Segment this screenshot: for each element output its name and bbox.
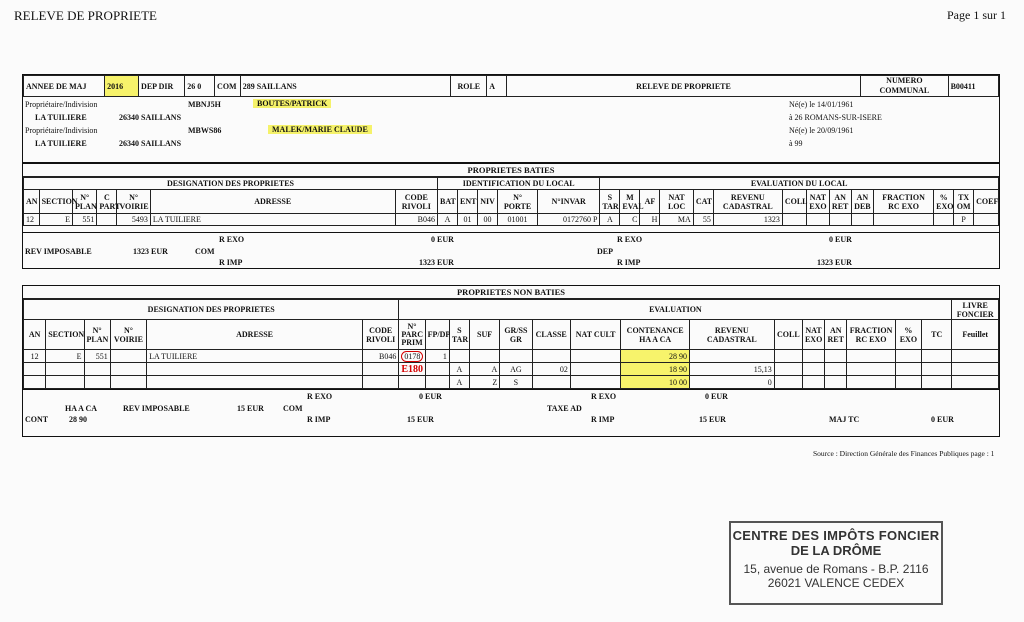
- table-cell: [425, 376, 449, 389]
- col-header: % EXO: [934, 190, 954, 214]
- com-label: COM: [283, 404, 303, 413]
- table-cell: A: [600, 214, 620, 226]
- rexo-label: R EXO: [617, 235, 643, 244]
- table-cell: [874, 214, 934, 226]
- col-header: SECTION: [46, 320, 84, 350]
- rimp-label: R IMP: [591, 415, 615, 424]
- table-cell: [851, 214, 873, 226]
- col-header: COLL: [782, 190, 806, 214]
- table-cell: [532, 376, 570, 389]
- col-header: GR/SS GR: [500, 320, 532, 350]
- stamp-line-3: 15, avenue de Romans - B.P. 2116: [743, 562, 929, 576]
- table-cell: [934, 214, 954, 226]
- table-cell: 551: [72, 214, 96, 226]
- table-cell: [774, 350, 802, 363]
- owner-2-type: Propriétaire/Indivision: [25, 126, 98, 135]
- owner-2-cp: 26340 SAILLANS: [119, 139, 182, 148]
- table-cell: [825, 350, 847, 363]
- col-header: AN: [24, 320, 46, 350]
- table-cell: [24, 363, 46, 376]
- rev-imposable-label: REV IMPOSABLE: [123, 404, 190, 413]
- col-header: N°INVAR: [538, 190, 600, 214]
- table-cell: 00: [478, 214, 498, 226]
- table-cell: [84, 363, 110, 376]
- rexo-value: 0 EUR: [419, 392, 442, 401]
- col-header: Feuillet: [952, 320, 999, 350]
- owner-1-name: BOUTES/PATRICK: [253, 99, 331, 108]
- table-cell: [802, 350, 824, 363]
- col-header: AN RET: [829, 190, 851, 214]
- table-cell: [110, 350, 146, 363]
- baties-group-evaluation: EVALUATION DU LOCAL: [600, 178, 999, 190]
- table-cell: [425, 363, 449, 376]
- col-header: CODE RIVOLI: [395, 190, 437, 214]
- table-cell: 01: [458, 214, 478, 226]
- nb-group-evaluation: EVALUATION: [399, 300, 952, 320]
- col-header: COLL: [774, 320, 802, 350]
- table-cell: C: [620, 214, 640, 226]
- table-cell: [147, 363, 363, 376]
- releve-title: RELEVE DE PROPRIETE: [506, 76, 860, 97]
- table-cell: [363, 376, 399, 389]
- table-cell: 5493: [117, 214, 150, 226]
- non-baties-box: [22, 285, 1000, 437]
- table-cell: LA TUILIERE: [147, 350, 363, 363]
- table-cell: P: [954, 214, 974, 226]
- col-header: NAT EXO: [802, 320, 824, 350]
- col-header: S TAR: [600, 190, 620, 214]
- col-header: % EXO: [895, 320, 921, 350]
- table-cell: E: [39, 214, 72, 226]
- owner-1-birthplace: à 26 ROMANS-SUR-ISERE: [789, 113, 882, 122]
- com-value: 289 SAILLANS: [240, 76, 451, 97]
- col-header: ADRESSE: [150, 190, 395, 214]
- col-header: REVENU CADASTRAL: [689, 320, 774, 350]
- numero-label: NUMERO COMMUNAL: [861, 76, 948, 97]
- baties-box: [22, 163, 1000, 269]
- table-cell: [847, 363, 895, 376]
- table-cell: H: [640, 214, 660, 226]
- owner-1-type: Propriétaire/Indivision: [25, 100, 98, 109]
- dep-value: 26 0: [185, 76, 215, 97]
- source-note: Source : Direction Générale des Finances Publiques page : 1: [813, 449, 995, 458]
- owner-2-lieu: LA TUILIERE: [35, 139, 87, 148]
- table-cell: Z: [469, 376, 499, 389]
- rexo-value: 0 EUR: [431, 235, 454, 244]
- table-cell: [829, 214, 851, 226]
- baties-header-row: [24, 190, 999, 214]
- col-header: NAT CULT: [570, 320, 620, 350]
- pagination: Page 1 sur 1: [947, 8, 1006, 22]
- col-header: SECTION: [39, 190, 72, 214]
- table-row: [24, 214, 999, 226]
- rev-imposable-label: REV IMPOSABLE: [25, 247, 92, 256]
- rimp-label: R IMP: [307, 415, 331, 424]
- numero-value: B00411: [948, 76, 998, 97]
- header-table: [23, 75, 999, 97]
- owner-2-code: MBWS86: [188, 126, 222, 135]
- table-cell: [847, 376, 895, 389]
- col-header: NAT EXO: [807, 190, 829, 214]
- table-cell: [802, 376, 824, 389]
- rev-imposable-value: 15 EUR: [237, 404, 264, 413]
- annee-value: 2016: [105, 76, 139, 97]
- col-header: NIV: [478, 190, 498, 214]
- col-header: N° PORTE: [498, 190, 538, 214]
- table-cell: 0172760 P: [538, 214, 600, 226]
- col-header: BAT: [437, 190, 457, 214]
- col-header: N° PLAN: [84, 320, 110, 350]
- stamp-line-1: CENTRE DES IMPÔTS FONCIER: [732, 528, 940, 543]
- non-baties-revenue-block: [23, 389, 999, 426]
- owner-2-name: MALEK/MARIE CLAUDE: [268, 125, 372, 134]
- table-cell: [469, 350, 499, 363]
- role-value: A: [487, 76, 507, 97]
- table-cell: 18 90: [621, 363, 690, 376]
- table-cell: [847, 350, 895, 363]
- table-cell: 55: [693, 214, 713, 226]
- table-cell: [782, 214, 806, 226]
- col-header: ADRESSE: [147, 320, 363, 350]
- owner-1-cp: 26340 SAILLANS: [119, 113, 182, 122]
- table-row: [24, 363, 999, 376]
- baties-title: PROPRIETES BATIES: [23, 164, 999, 177]
- col-header: N° VOIRIE: [117, 190, 150, 214]
- col-header: N° VOIRIE: [110, 320, 146, 350]
- table-cell: 12: [24, 214, 40, 226]
- handwritten-note: E180: [399, 363, 425, 376]
- maj-tc-value: 0 EUR: [931, 415, 954, 424]
- table-cell: B046: [395, 214, 437, 226]
- col-header: AF: [640, 190, 660, 214]
- table-cell: 551: [84, 350, 110, 363]
- owner-1-lieu: LA TUILIERE: [35, 113, 87, 122]
- table-cell: [922, 363, 952, 376]
- col-header: CODE RIVOLI: [363, 320, 399, 350]
- table-cell: 0: [689, 376, 774, 389]
- owner-1-code: MBNJ5H: [188, 100, 221, 109]
- taxe-ad-label: TAXE AD: [547, 404, 582, 413]
- table-cell: [110, 376, 146, 389]
- table-cell: [952, 363, 999, 376]
- table-cell: [500, 350, 532, 363]
- col-header: CONTENANCE HA A CA: [621, 320, 690, 350]
- nb-group-designation: DESIGNATION DES PROPRIETES: [24, 300, 399, 320]
- table-cell: [110, 363, 146, 376]
- table-cell: 12: [24, 350, 46, 363]
- cont-value: 28 90: [69, 415, 87, 424]
- col-header: TC: [922, 320, 952, 350]
- table-cell: [570, 363, 620, 376]
- rexo-label: R EXO: [307, 392, 333, 401]
- owner-2-birth: Né(e) le 20/09/1961: [789, 126, 854, 135]
- table-cell: [825, 376, 847, 389]
- dep-label: DEP: [597, 247, 613, 256]
- table-cell: [97, 214, 117, 226]
- table-cell: [399, 376, 425, 389]
- table-cell: [952, 350, 999, 363]
- col-header: SUF: [469, 320, 499, 350]
- col-header: FRACTION RC EXO: [847, 320, 895, 350]
- table-cell: [922, 376, 952, 389]
- table-cell: [952, 376, 999, 389]
- col-header: AN DEB: [851, 190, 873, 214]
- table-cell: A: [449, 376, 469, 389]
- table-cell: [922, 350, 952, 363]
- table-cell: 15,13: [689, 363, 774, 376]
- table-cell: 10 00: [621, 376, 690, 389]
- rimp-label: R IMP: [617, 258, 641, 267]
- col-header: NAT LOC: [660, 190, 693, 214]
- baties-revenue-block: [23, 232, 999, 269]
- ha-label: HA A CA: [65, 404, 98, 413]
- col-header: AN: [24, 190, 40, 214]
- rimp-value: 1323 EUR: [817, 258, 852, 267]
- page-title: RELEVE DE PROPRIETE: [14, 8, 157, 23]
- baties-group-identification: IDENTIFICATION DU LOCAL: [437, 178, 599, 190]
- table-cell: E: [46, 350, 84, 363]
- col-header: TX OM: [954, 190, 974, 214]
- table-cell: [689, 350, 774, 363]
- col-header: ENT: [458, 190, 478, 214]
- rev-imposable-value: 1323 EUR: [133, 247, 168, 256]
- parcelle-cell: [399, 350, 425, 363]
- table-cell: [46, 376, 84, 389]
- table-cell: [147, 376, 363, 389]
- table-cell: S: [500, 376, 532, 389]
- table-cell: [24, 376, 46, 389]
- table-cell: [895, 376, 921, 389]
- table-cell: [363, 363, 399, 376]
- table-cell: 01001: [498, 214, 538, 226]
- cont-label: CONT: [25, 415, 49, 424]
- table-cell: [895, 363, 921, 376]
- com-label: COM: [195, 247, 215, 256]
- table-row: [24, 376, 999, 389]
- table-cell: A: [449, 363, 469, 376]
- table-cell: [774, 363, 802, 376]
- table-cell: [46, 363, 84, 376]
- table-cell: 28 90: [621, 350, 690, 363]
- rimp-label: R IMP: [219, 258, 243, 267]
- table-cell: A: [469, 363, 499, 376]
- header-box: [22, 74, 1000, 163]
- table-cell: LA TUILIERE: [150, 214, 395, 226]
- table-cell: [570, 376, 620, 389]
- col-header: C PART: [97, 190, 117, 214]
- col-header: CLASSE: [532, 320, 570, 350]
- table-cell: [825, 363, 847, 376]
- baties-table: [23, 177, 999, 226]
- rimp-value: 15 EUR: [407, 415, 434, 424]
- table-cell: [449, 350, 469, 363]
- col-header: N° PARC PRIM: [399, 320, 425, 350]
- col-header: FRACTION RC EXO: [874, 190, 934, 214]
- table-cell: [532, 350, 570, 363]
- table-cell: 1: [425, 350, 449, 363]
- table-cell: 02: [532, 363, 570, 376]
- col-header: AN RET: [825, 320, 847, 350]
- stamp-line-2: DE LA DRÔME: [790, 543, 882, 558]
- annee-label: ANNEE DE MAJ: [24, 76, 105, 97]
- nb-group-livre: LIVRE FONCIER: [952, 300, 999, 320]
- table-cell: B046: [363, 350, 399, 363]
- owner-1-birth: Né(e) le 14/01/1961: [789, 100, 854, 109]
- col-header: REVENU CADASTRAL: [713, 190, 782, 214]
- table-cell: A: [437, 214, 457, 226]
- com-label: COM: [215, 76, 241, 97]
- role-label: ROLE: [451, 76, 487, 97]
- baties-group-designation: DESIGNATION DES PROPRIETES: [24, 178, 438, 190]
- col-header: COEF: [974, 190, 999, 214]
- stamp-line-4: 26021 VALENCE CEDEX: [767, 576, 905, 590]
- table-cell: [807, 214, 829, 226]
- maj-tc-label: MAJ TC: [829, 415, 860, 424]
- col-header: M EVAL: [620, 190, 640, 214]
- dep-label: DEP DIR: [139, 76, 185, 97]
- table-cell: [895, 350, 921, 363]
- rimp-value: 1323 EUR: [419, 258, 454, 267]
- table-cell: [570, 350, 620, 363]
- col-header: N° PLAN: [72, 190, 96, 214]
- office-stamp: [729, 521, 943, 605]
- parcelle-circled: 0178: [401, 351, 423, 362]
- rimp-value: 15 EUR: [699, 415, 726, 424]
- table-cell: MA: [660, 214, 693, 226]
- table-cell: [802, 363, 824, 376]
- table-cell: [84, 376, 110, 389]
- table-row: [24, 350, 999, 363]
- col-header: CAT: [693, 190, 713, 214]
- rexo-value: 0 EUR: [829, 235, 852, 244]
- col-header: S TAR: [449, 320, 469, 350]
- rexo-value: 0 EUR: [705, 392, 728, 401]
- table-cell: [774, 376, 802, 389]
- non-baties-title: PROPRIETES NON BATIES: [23, 286, 999, 299]
- table-cell: [974, 214, 999, 226]
- rexo-label: R EXO: [219, 235, 245, 244]
- owner-2-birthplace: à 99: [789, 139, 803, 148]
- table-cell: AG: [500, 363, 532, 376]
- nb-header-row: [24, 320, 999, 350]
- non-baties-table: [23, 299, 999, 389]
- table-cell: 1323: [713, 214, 782, 226]
- owners-block: [23, 97, 999, 155]
- col-header: FP/DP: [425, 320, 449, 350]
- rexo-label: R EXO: [591, 392, 617, 401]
